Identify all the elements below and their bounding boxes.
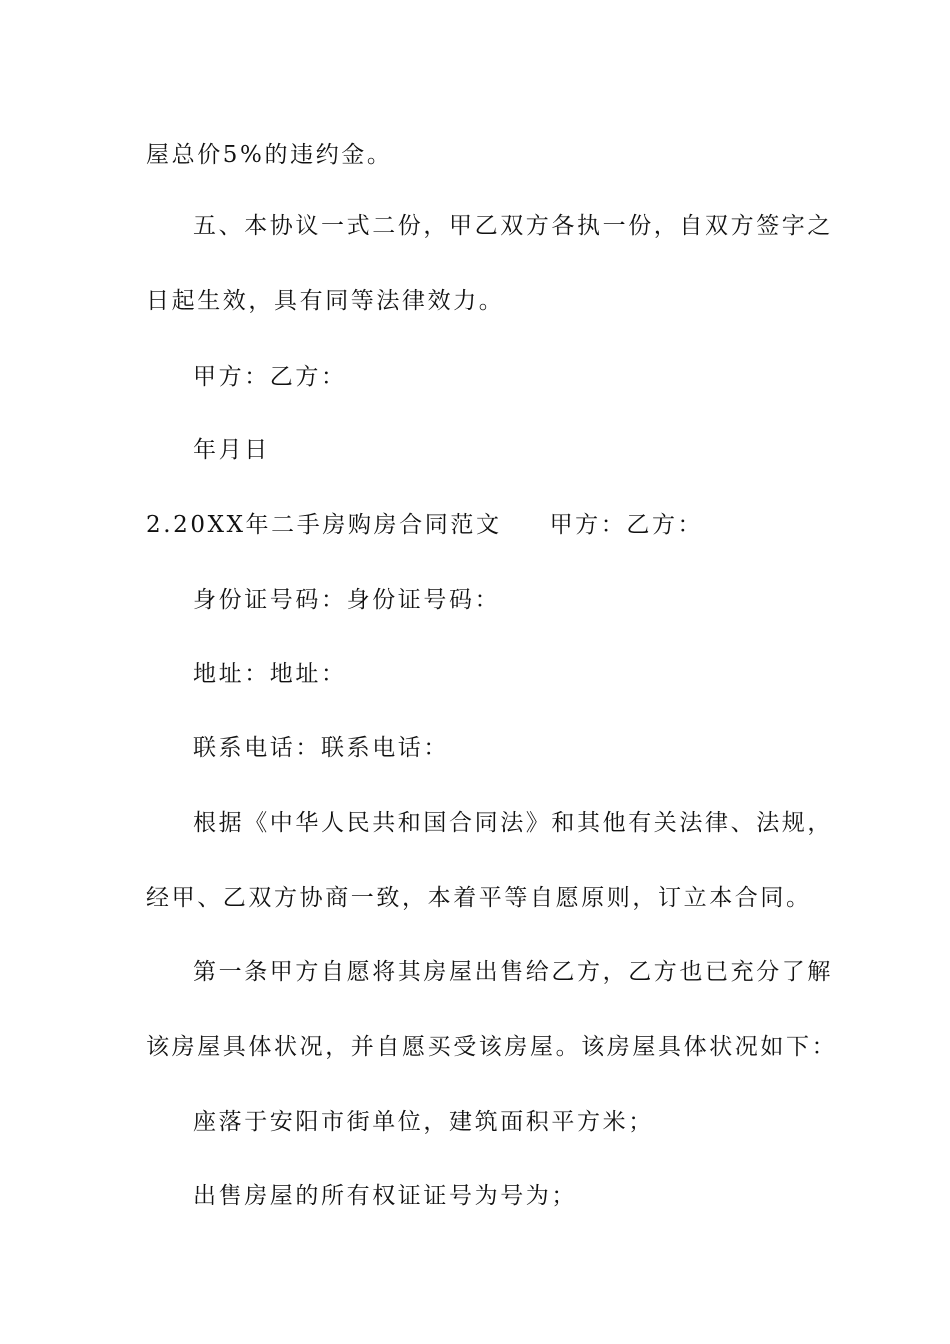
text-line: 出售房屋的所有权证证号为号为；: [193, 1183, 577, 1209]
text-line: 年月日: [193, 437, 270, 463]
text-line: 日起生效，具有同等法律效力。: [146, 288, 505, 314]
section-parties: 甲方：乙方：: [549, 512, 704, 538]
text-line: 座落于安阳市街单位，建筑面积平方米；: [193, 1109, 654, 1135]
text-line: 地址：地址：: [193, 661, 347, 687]
text-line: 甲方：乙方：: [193, 364, 347, 390]
text-line: 第一条甲方自愿将其房屋出售给乙方，乙方也已充分了解: [193, 959, 833, 985]
text-line: 屋总价5%的违约金。: [146, 142, 393, 168]
section-title: 2.20XX年二手房购房合同范文: [146, 512, 502, 538]
text-line: 该房屋具体状况，并自愿买受该房屋。该房屋具体状况如下：: [146, 1034, 838, 1060]
text-line: 经甲、乙双方协商一致，本着平等自愿原则，订立本合同。: [146, 885, 812, 911]
text-line: 联系电话：联系电话：: [193, 735, 449, 761]
section-heading: [146, 510, 806, 540]
text-line: 身份证号码：身份证号码：: [193, 587, 501, 613]
text-line: 根据《中华人民共和国合同法》和其他有关法律、法规，: [193, 810, 833, 836]
text-line: 五、本协议一式二份，甲乙双方各执一份，自双方签字之: [193, 213, 833, 239]
